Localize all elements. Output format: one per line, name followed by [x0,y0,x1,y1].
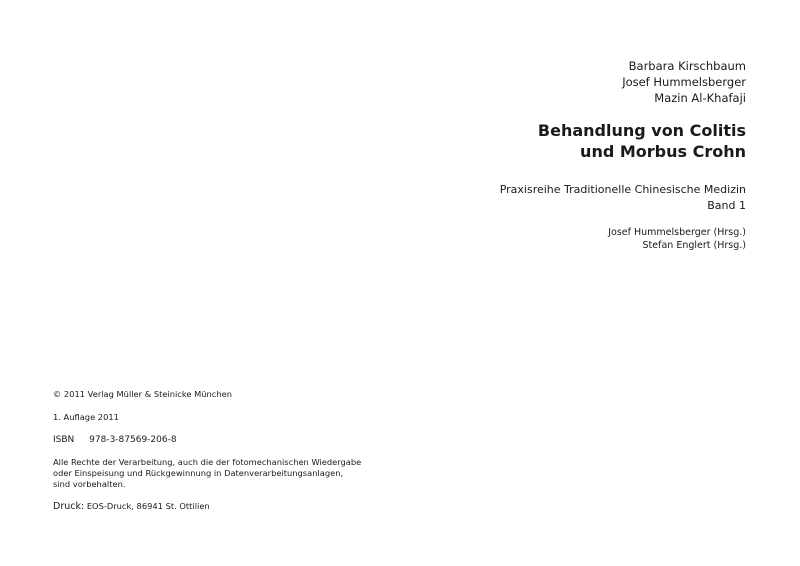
book-title-line: Behandlung von Colitis [537,121,746,140]
printer-label: Druck: [53,501,85,512]
rights-line: sind vorbehalten. [53,479,126,489]
title-block [500,58,746,252]
rights-line: oder Einspeisung und Rückgewinnung in Datenverarbeitungsanlagen, [53,468,344,478]
series-name: Praxisreihe Traditionelle Chinesische Medizin [499,183,746,196]
series-info [500,182,746,214]
series-volume: Band 1 [707,199,746,212]
book-title [500,120,746,162]
printer-value: EOS-Druck, 86941 St. Ottilien [86,501,210,511]
isbn-label: ISBN [53,435,75,445]
isbn-value: 978-3-87569-206-8 [89,435,177,445]
imprint-block [53,389,393,512]
book-title-line: und Morbus Crohn [580,142,746,161]
edition-info: 1. Auflage 2011 [53,412,119,422]
author-name: Josef Hummelsberger [622,75,746,89]
rights-line: Alle Rechte der Verarbeitung, auch die der fotomechanischen Wiedergabe [53,457,362,467]
author-list [500,58,746,106]
rights-notice [53,457,393,490]
author-name: Barbara Kirschbaum [628,59,746,73]
author-name: Mazin Al-Khafaji [654,91,746,105]
editor-name: Josef Hummelsberger (Hrsg.) [608,227,746,238]
copyright-notice: © 2011 Verlag Müller & Steinicke München [53,389,232,399]
editor-name: Stefan Englert (Hrsg.) [642,240,746,251]
isbn-line [53,435,393,446]
editor-list [500,226,746,252]
printer-line [53,501,393,512]
